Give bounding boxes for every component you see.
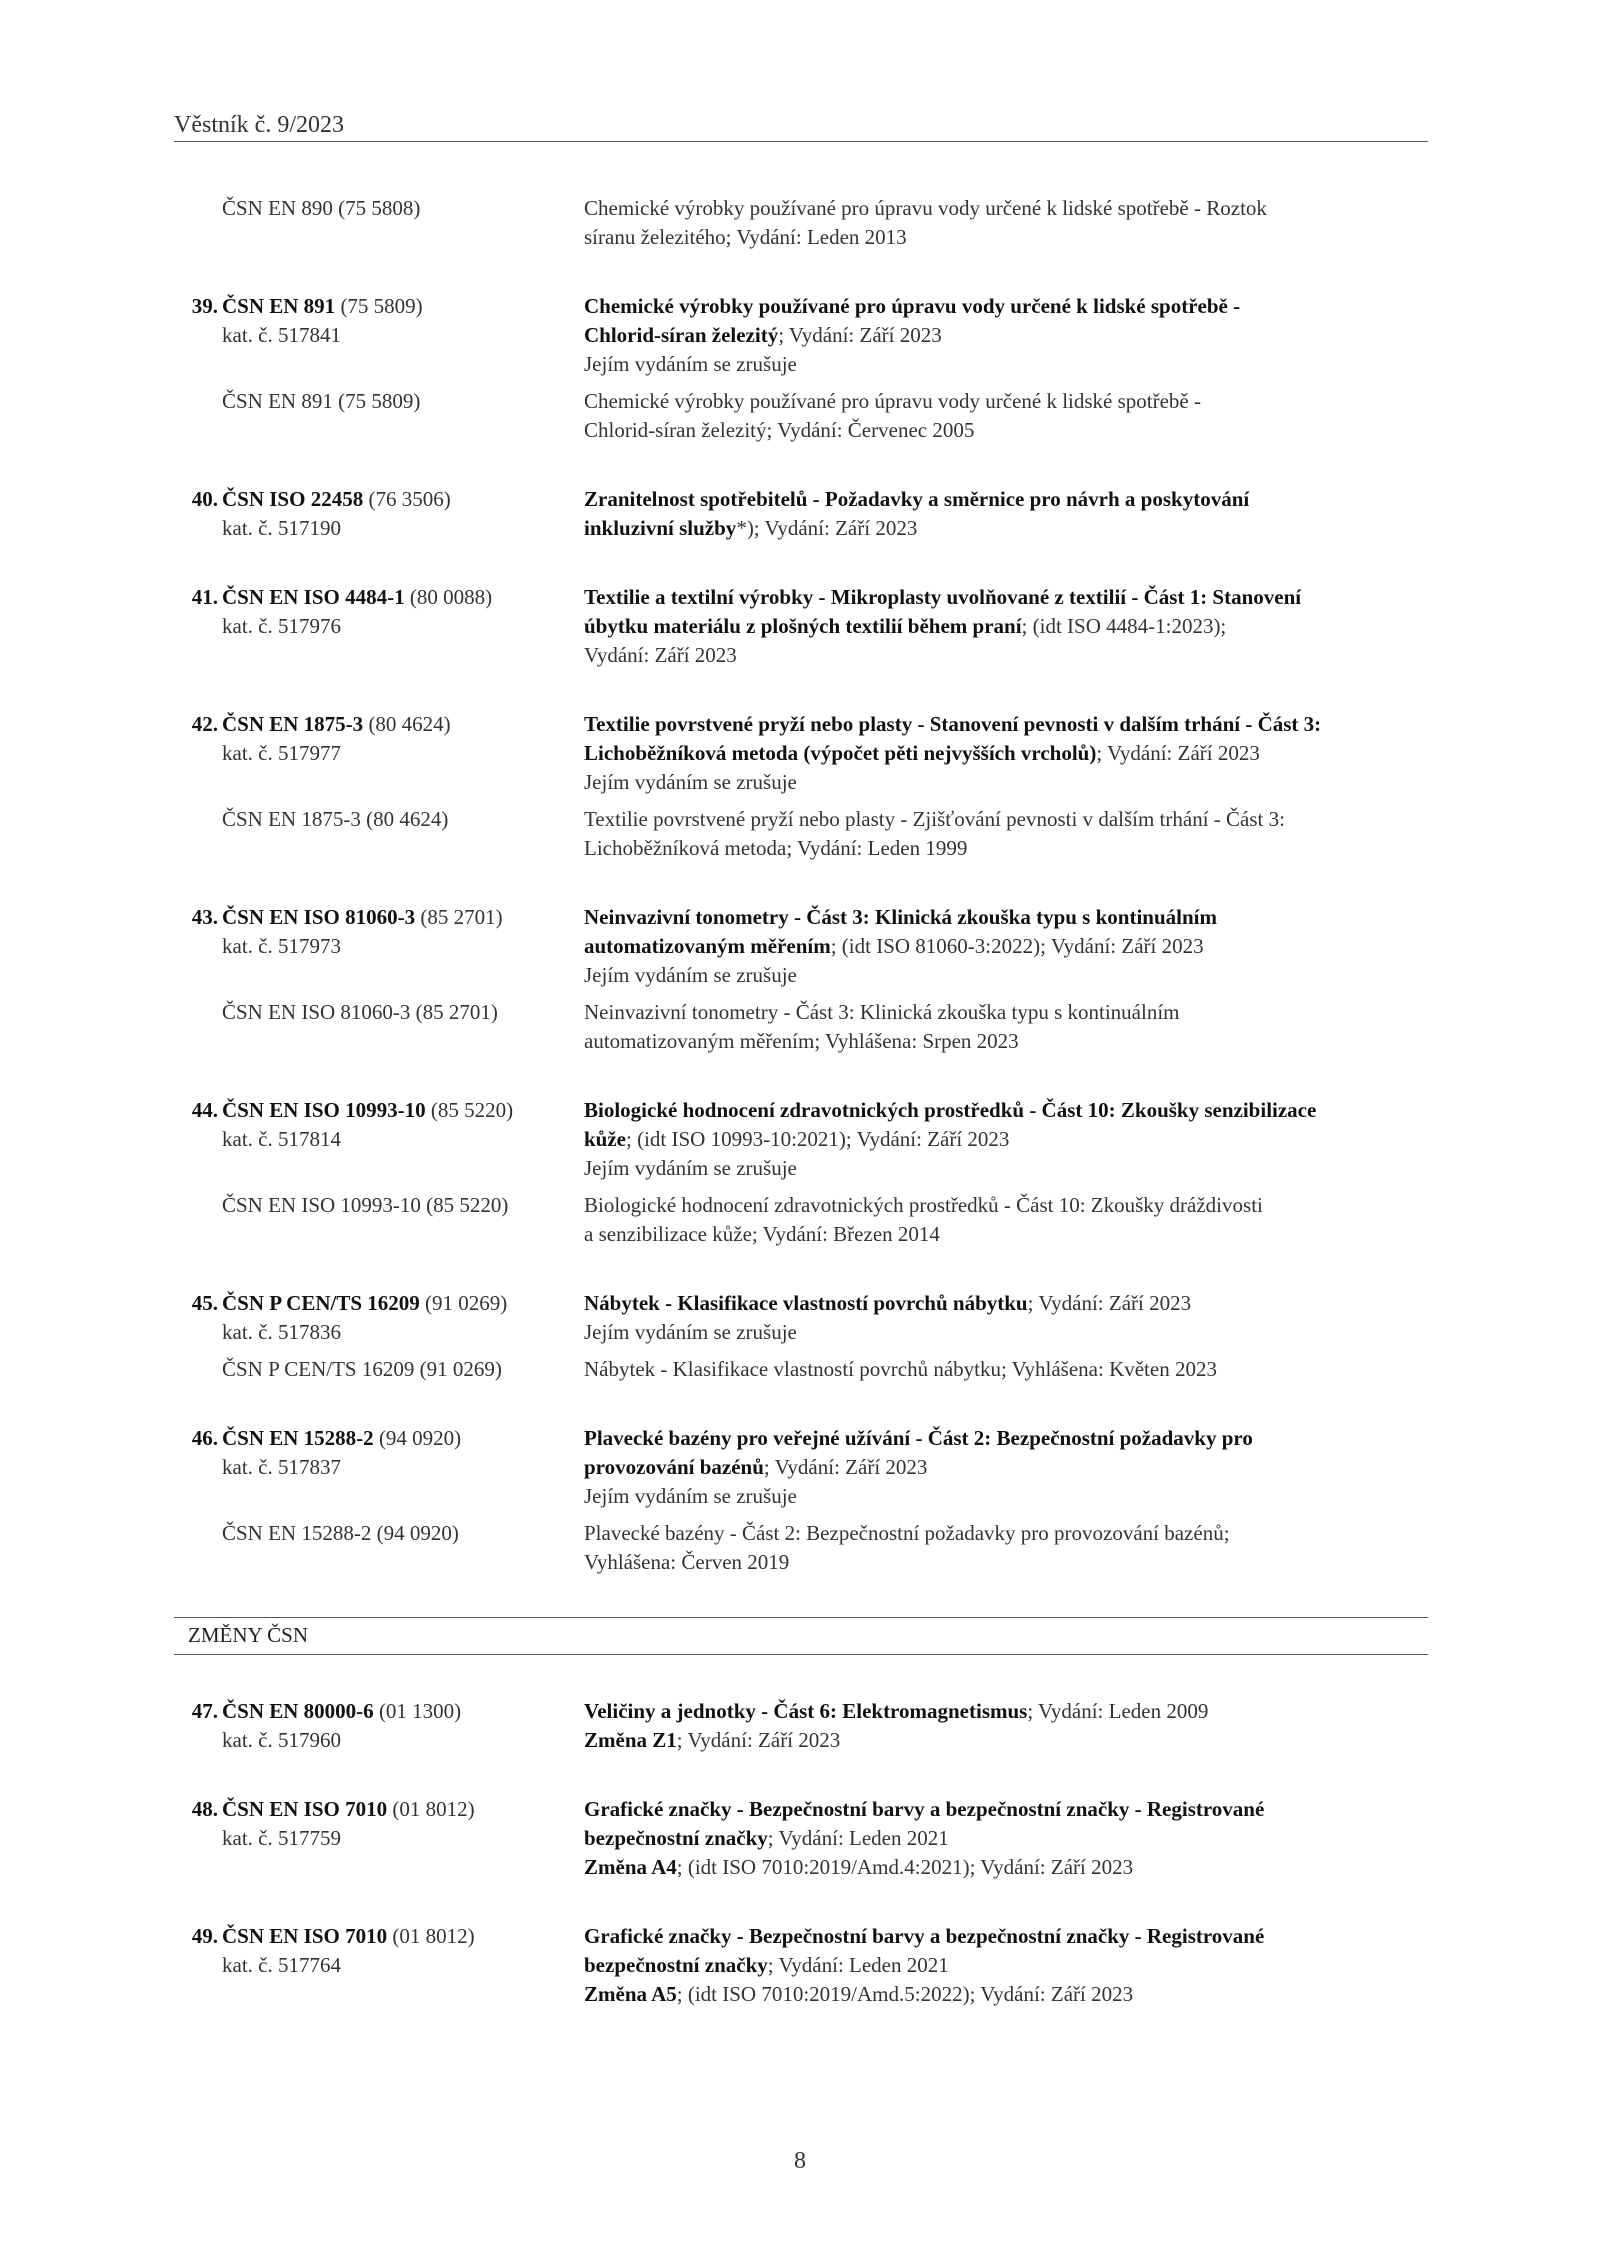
standard-entry [174, 1697, 1428, 1755]
title-plain: ; (idt ISO 10993-10:2021); Vydání: Září 2023 [626, 1127, 1010, 1151]
title-bold: Změna Z1 [584, 1728, 677, 1752]
standard-code-line [174, 1697, 584, 1726]
title-plain: ; (idt ISO 81060-3:2022); Vydání: Září 2023 [830, 934, 1204, 958]
standard-code-line [174, 485, 584, 514]
new-standards [174, 292, 1428, 1577]
title-line [584, 1125, 1428, 1154]
standard-title [584, 485, 1428, 543]
standard-identifier [174, 710, 584, 797]
title-line [584, 583, 1428, 612]
catalog-number: kat. č. 517836 [222, 1320, 341, 1344]
title-bold: bezpečnostní značky [584, 1953, 768, 1977]
standard-entry [174, 710, 1428, 863]
replaced-row [174, 387, 1428, 445]
title-line [584, 1096, 1428, 1125]
catalog-number-line [174, 1318, 584, 1347]
standard-row [174, 1096, 1428, 1183]
entry-number: 40. [191, 487, 218, 511]
replaced-row [174, 194, 1428, 252]
title-line [584, 903, 1428, 932]
entry-number: 47. [191, 1699, 218, 1723]
classification-number: (85 5220) [425, 1098, 514, 1122]
standard-title [584, 1289, 1428, 1347]
standard-row [174, 292, 1428, 379]
standard-code: ČSN EN ISO 81060-3 [222, 905, 416, 929]
replaced-standard-title [584, 998, 1428, 1056]
classification-number: (01 8012) [387, 1797, 475, 1821]
standard-identifier [174, 903, 584, 990]
standard-code: ČSN EN ISO 4484-1 [222, 585, 405, 609]
standard-title [584, 1424, 1428, 1511]
catalog-number: kat. č. 517973 [222, 934, 341, 958]
standard-code: ČSN EN ISO 10993-10 [222, 1098, 426, 1122]
classification-number: (80 4624) [363, 712, 451, 736]
standard-code: ČSN P CEN/TS 16209 [222, 1291, 420, 1315]
standard-row [174, 1424, 1428, 1511]
catalog-number-line [174, 1824, 584, 1853]
catalog-number-line [174, 739, 584, 768]
title-line [584, 350, 1428, 379]
standard-code-line [174, 710, 584, 739]
title-line: Chlorid-síran železitý; Vydání: Červenec 2005 [584, 418, 975, 442]
standard-title [584, 903, 1428, 990]
title-line: Neinvazivní tonometry - Část 3: Klinická zkouška typu s kontinuálním [584, 1000, 1180, 1024]
replaced-standard-code: ČSN EN 15288-2 (94 0920) [222, 1521, 459, 1545]
title-bold: provozování bazénů [584, 1455, 764, 1479]
title-line [584, 292, 1428, 321]
standard-title [584, 710, 1428, 797]
standard-code: ČSN EN ISO 7010 [222, 1924, 388, 1948]
standard-entry [174, 583, 1428, 670]
standard-code-line [174, 583, 584, 612]
catalog-number-line [174, 612, 584, 641]
catalog-number: kat. č. 517841 [222, 323, 341, 347]
section-heading: ZMĚNY ČSN [174, 1617, 1428, 1655]
title-line [584, 1951, 1428, 1980]
catalog-number-line [174, 321, 584, 350]
title-line [584, 1824, 1428, 1853]
standard-code: ČSN EN 891 [222, 294, 336, 318]
standard-identifier [174, 292, 584, 379]
standard-code: ČSN EN 15288-2 [222, 1426, 374, 1450]
title-bold: Veličiny a jednotky - Část 6: Elektromagnetismus [584, 1699, 1028, 1723]
replaced-row [174, 805, 1428, 863]
replaced-standard-code: ČSN EN 891 (75 5809) [222, 389, 421, 413]
standard-entry [174, 1922, 1428, 2009]
standard-row [174, 710, 1428, 797]
title-bold: Nábytek - Klasifikace vlastností povrchů nábytku [584, 1291, 1028, 1315]
continuation-entry [174, 194, 1428, 252]
classification-number: (01 8012) [387, 1924, 475, 1948]
title-bold: Grafické značky - Bezpečnostní barvy a bezpečnostní značky - Registrované [584, 1797, 1265, 1821]
classification-number: (80 0088) [404, 585, 493, 609]
title-line: Vyhlášena: Červen 2019 [584, 1550, 790, 1574]
title-bold: inkluzivní služby [584, 516, 737, 540]
standard-row [174, 1289, 1428, 1347]
standard-entry [174, 1289, 1428, 1384]
title-line [584, 961, 1428, 990]
journal-title: Věstník č. 9/2023 [174, 112, 344, 138]
standard-entry [174, 1096, 1428, 1249]
standard-identifier [174, 583, 584, 670]
standard-row [174, 583, 1428, 670]
replaced-standard-title [584, 1355, 1428, 1384]
standard-row [174, 1697, 1428, 1755]
title-bold: Chemické výrobky používané pro úpravu vody určené k lidské spotřebě - [584, 294, 1241, 318]
title-plain: ; Vydání: Září 2023 [676, 1728, 841, 1752]
title-line: a senzibilizace kůže; Vydání: Březen 2014 [584, 1222, 940, 1246]
standard-amendments [174, 1697, 1428, 2009]
standard-code-line [174, 1922, 584, 1951]
title-line [584, 1922, 1428, 1951]
title-plain: Jejím vydáním se zrušuje [584, 1320, 797, 1344]
replaced-standard-code: ČSN P CEN/TS 16209 (91 0269) [222, 1357, 502, 1381]
title-line [584, 641, 1428, 670]
catalog-number-line [174, 1951, 584, 1980]
title-bold: Neinvazivní tonometry - Část 3: Klinická zkouška typu s kontinuálním [584, 905, 1217, 929]
catalog-number: kat. č. 517764 [222, 1953, 341, 1977]
title-plain: ; (idt ISO 4484-1:2023); [1021, 614, 1227, 638]
title-plain: ; Vydání: Leden 2009 [1027, 1699, 1209, 1723]
standard-title [584, 1697, 1428, 1755]
standard-title [584, 1922, 1428, 2009]
standard-code-line [174, 1424, 584, 1453]
classification-number: (91 0269) [419, 1291, 508, 1315]
entry-number: 48. [191, 1797, 218, 1821]
title-line [584, 514, 1428, 543]
catalog-number: kat. č. 517190 [222, 516, 341, 540]
catalog-number-line [174, 1125, 584, 1154]
title-plain: *); Vydání: Září 2023 [736, 516, 918, 540]
title-bold: Změna A5 [584, 1982, 677, 2006]
catalog-number: kat. č. 517977 [222, 741, 341, 765]
standard-identifier [174, 1697, 584, 1755]
standard-identifier [174, 1795, 584, 1882]
classification-number: (01 1300) [373, 1699, 462, 1723]
title-bold: Textilie a textilní výrobky - Mikroplasty uvolňované z textilií - Část 1: Stanovení [584, 585, 1302, 609]
title-bold: Zranitelnost spotřebitelů - Požadavky a směrnice pro návrh a poskytování [584, 487, 1250, 511]
title-plain: ; Vydání: Leden 2021 [767, 1826, 949, 1850]
title-bold: úbytku materiálu z plošných textilií během praní [584, 614, 1022, 638]
replaced-standard-title: Chemické výrobky používané pro úpravu vody určené k lidské spotřebě - Roztok síranu železitého; Vydání: Leden 2013 [584, 196, 1267, 249]
title-plain: Jejím vydáním se zrušuje [584, 1156, 797, 1180]
title-line [584, 1697, 1428, 1726]
title-line [584, 1289, 1428, 1318]
title-plain: ; Vydání: Září 2023 [1027, 1291, 1192, 1315]
standard-code-line [174, 1096, 584, 1125]
standard-code-line [174, 292, 584, 321]
title-line [584, 1980, 1428, 2009]
standard-code: ČSN ISO 22458 [222, 487, 364, 511]
title-line [584, 1726, 1428, 1755]
title-line: Lichoběžníková metoda; Vydání: Leden 1999 [584, 836, 968, 860]
standard-code: ČSN EN ISO 7010 [222, 1797, 388, 1821]
page-number: 8 [794, 2148, 806, 2174]
entry-number: 46. [191, 1426, 218, 1450]
classification-number: (76 3506) [363, 487, 451, 511]
standard-identifier [174, 1424, 584, 1511]
title-bold: Změna A4 [584, 1855, 677, 1879]
title-plain: Jejím vydáním se zrušuje [584, 963, 797, 987]
standards-list [174, 194, 1428, 2049]
catalog-number: kat. č. 517837 [222, 1455, 341, 1479]
title-plain: ; (idt ISO 7010:2019/Amd.4:2021); Vydání: Září 2023 [676, 1855, 1134, 1879]
standard-row [174, 485, 1428, 543]
page-header [174, 112, 1428, 142]
standard-entry [174, 485, 1428, 543]
classification-number: (85 2701) [415, 905, 503, 929]
standard-title [584, 1795, 1428, 1882]
replaced-standard-code: ČSN EN 1875-3 (80 4624) [222, 807, 449, 831]
replaced-standard-title [584, 1191, 1428, 1249]
title-line: Nábytek - Klasifikace vlastností povrchů nábytku; Vyhlášena: Květen 2023 [584, 1357, 1217, 1381]
title-plain: ; Vydání: Září 2023 [1096, 741, 1260, 765]
standard-entry [174, 903, 1428, 1056]
title-line: automatizovaným měřením; Vyhlášena: Srpen 2023 [584, 1029, 1019, 1053]
title-line [584, 710, 1428, 739]
standard-title [584, 583, 1428, 670]
title-plain: ; Vydání: Leden 2021 [767, 1953, 949, 1977]
title-line [584, 1453, 1428, 1482]
classification-number: (75 5809) [335, 294, 423, 318]
standard-entry [174, 292, 1428, 445]
replaced-standard-code: ČSN EN 890 (75 5808) [222, 196, 421, 220]
standard-row [174, 1922, 1428, 2009]
entry-number: 49. [191, 1924, 218, 1948]
title-plain: Jejím vydáním se zrušuje [584, 1484, 797, 1508]
title-line [584, 768, 1428, 797]
standard-row [174, 1795, 1428, 1882]
catalog-number-line [174, 1726, 584, 1755]
title-line [584, 1318, 1428, 1347]
entry-number: 42. [191, 712, 218, 736]
standard-identifier [174, 485, 584, 543]
replaced-row [174, 998, 1428, 1056]
title-bold: Biologické hodnocení zdravotnických prostředků - Část 10: Zkoušky senzibilizace [584, 1098, 1317, 1122]
title-line [584, 1482, 1428, 1511]
title-bold: Grafické značky - Bezpečnostní barvy a bezpečnostní značky - Registrované [584, 1924, 1265, 1948]
standard-identifier [174, 1289, 584, 1347]
title-line: Plavecké bazény - Část 2: Bezpečnostní požadavky pro provozování bazénů; [584, 1521, 1230, 1545]
title-plain: ; Vydání: Září 2023 [778, 323, 942, 347]
standard-code: ČSN EN 1875-3 [222, 712, 364, 736]
title-line [584, 1795, 1428, 1824]
title-line [584, 739, 1428, 768]
replaced-standard-code: ČSN EN ISO 81060-3 (85 2701) [222, 1000, 498, 1024]
catalog-number: kat. č. 517814 [222, 1127, 341, 1151]
replaced-row [174, 1355, 1428, 1384]
title-line [584, 1853, 1428, 1882]
title-line [584, 612, 1428, 641]
standard-entry [174, 1424, 1428, 1577]
title-bold: kůže [584, 1127, 626, 1151]
standard-code-line [174, 1795, 584, 1824]
title-line [584, 1424, 1428, 1453]
entry-number: 43. [191, 905, 218, 929]
replaced-row [174, 1191, 1428, 1249]
replaced-standard-title [584, 387, 1428, 445]
title-plain: ; (idt ISO 7010:2019/Amd.5:2022); Vydání: Září 2023 [676, 1982, 1134, 2006]
standard-title [584, 1096, 1428, 1183]
standard-title [584, 292, 1428, 379]
standard-code-line [174, 1289, 584, 1318]
entry-number: 39. [191, 294, 218, 318]
title-line [584, 485, 1428, 514]
title-line [584, 321, 1428, 350]
title-bold: automatizovaným měřením [584, 934, 831, 958]
title-bold: Textilie povrstvené pryží nebo plasty - Stanovení pevnosti v dalším trhání - Část 3: [584, 712, 1322, 736]
classification-number: (94 0920) [373, 1426, 462, 1450]
catalog-number-line [174, 1453, 584, 1482]
standard-code-line [174, 903, 584, 932]
title-plain: Vydání: Září 2023 [584, 643, 737, 667]
title-bold: Plavecké bazény pro veřejné užívání - Část 2: Bezpečnostní požadavky pro [584, 1426, 1253, 1450]
title-bold: Chlorid-síran železitý [584, 323, 779, 347]
standard-code: ČSN EN 80000-6 [222, 1699, 374, 1723]
replaced-standard-code: ČSN EN ISO 10993-10 (85 5220) [222, 1193, 509, 1217]
entry-number: 45. [191, 1291, 218, 1315]
title-bold: Lichoběžníková metoda (výpočet pěti nejvyšších vrcholů) [584, 741, 1097, 765]
title-line: Biologické hodnocení zdravotnických prostředků - Část 10: Zkoušky dráždivosti [584, 1193, 1263, 1217]
title-line [584, 932, 1428, 961]
catalog-number: kat. č. 517976 [222, 614, 341, 638]
entry-number: 41. [191, 585, 218, 609]
standard-entry [174, 1795, 1428, 1882]
replaced-standard-title [584, 1519, 1428, 1577]
entry-number: 44. [191, 1098, 218, 1122]
standard-identifier [174, 1096, 584, 1183]
title-plain: ; Vydání: Září 2023 [763, 1455, 928, 1479]
catalog-number-line [174, 932, 584, 961]
title-line: Textilie povrstvené pryží nebo plasty - Zjišťování pevnosti v dalším trhání - Část 3: [584, 807, 1285, 831]
replaced-standard-title [584, 805, 1428, 863]
title-bold: bezpečnostní značky [584, 1826, 768, 1850]
standard-row [174, 903, 1428, 990]
catalog-number-line [174, 514, 584, 543]
standard-identifier [174, 1922, 584, 2009]
title-line [584, 1154, 1428, 1183]
replaced-row [174, 1519, 1428, 1577]
catalog-number: kat. č. 517960 [222, 1728, 341, 1752]
catalog-number: kat. č. 517759 [222, 1826, 341, 1850]
title-plain: Jejím vydáním se zrušuje [584, 770, 797, 794]
title-line: Chemické výrobky používané pro úpravu vody určené k lidské spotřebě - [584, 389, 1201, 413]
title-plain: Jejím vydáním se zrušuje [584, 352, 797, 376]
